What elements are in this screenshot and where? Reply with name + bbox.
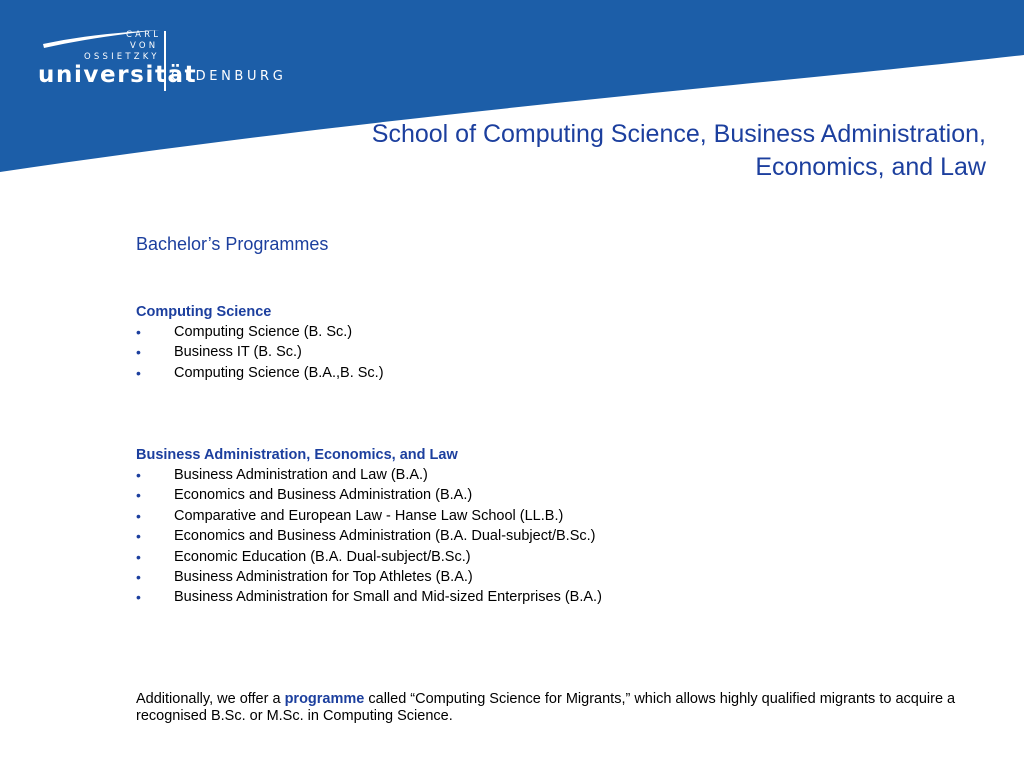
list-item [136,567,956,587]
bullet: • [136,364,141,381]
logo-line-carl: CARL [126,30,162,40]
section-heading-business-economics-law: Business Administration, Economics, and Law [136,447,458,463]
list-item [136,363,956,383]
list-item [136,526,956,546]
logo-line-ossietzky: OSSIETZKY [84,52,160,62]
bullet: • [136,324,141,340]
list-item-text: Business Administration and Law (B.A.) [174,467,428,483]
list-item [136,485,956,505]
logo-wordmark: universität [38,62,198,88]
page-title-line2: Economics, and Law [755,153,986,181]
logo-city: OLDENBURG [171,69,287,84]
list-item-text: Business Administration for Top Athletes (B.A.) [174,569,473,586]
list-item-text: Business Administration for Small and Mid-sized Enterprises (B.A.) [174,589,602,606]
list-item [136,506,956,526]
list-item-text: Economic Education (B.A. Dual-subject/B.Sc.) [174,548,471,565]
programme-link[interactable]: programme [284,691,365,707]
list-item [136,547,956,567]
list-item [136,465,956,485]
bullet: • [136,487,141,504]
list-item [136,342,956,362]
list-item-text: Business IT (B. Sc.) [174,344,302,361]
list-item-text: Economics and Business Administration (B.A.) [174,487,473,504]
section-heading-computing-science: Computing Science [136,304,272,320]
list-item-text: Comparative and European Law - Hanse Law School (LL.B.) [174,507,564,524]
list-item-text: Computing Science (B. Sc.) [174,324,353,340]
page-subtitle: Bachelor’s Programmes [136,234,329,254]
footer-text-before: Additionally, we offer a [136,691,285,707]
bullet: • [136,589,141,606]
page-title-line1: School of Computing Science, Business Administration, [371,120,986,148]
bullet: • [136,569,141,586]
list-item-text: Computing Science (B.A.,B. Sc.) [174,364,384,381]
bullet: • [136,548,141,565]
footer-note [136,691,956,725]
page-title [226,118,986,184]
computing-science-list [136,322,956,383]
bullet: • [136,467,141,483]
logo-line-von: VON [130,41,159,51]
bullet: • [136,528,141,545]
bullet: • [136,507,141,524]
footer-text-after: called “Computing Science for Migrants,” which allows highly qualified migrants to acquire a recognised B.Sc. or M.Sc. in Computing Science. [136,691,956,724]
bullet: • [136,344,141,361]
list-item [136,322,956,342]
business-economics-law-list [136,465,956,608]
list-item [136,587,956,607]
list-item-text: Economics and Business Administration (B.A. Dual-subject/B.Sc.) [174,528,596,545]
university-logo[interactable] [38,26,308,96]
